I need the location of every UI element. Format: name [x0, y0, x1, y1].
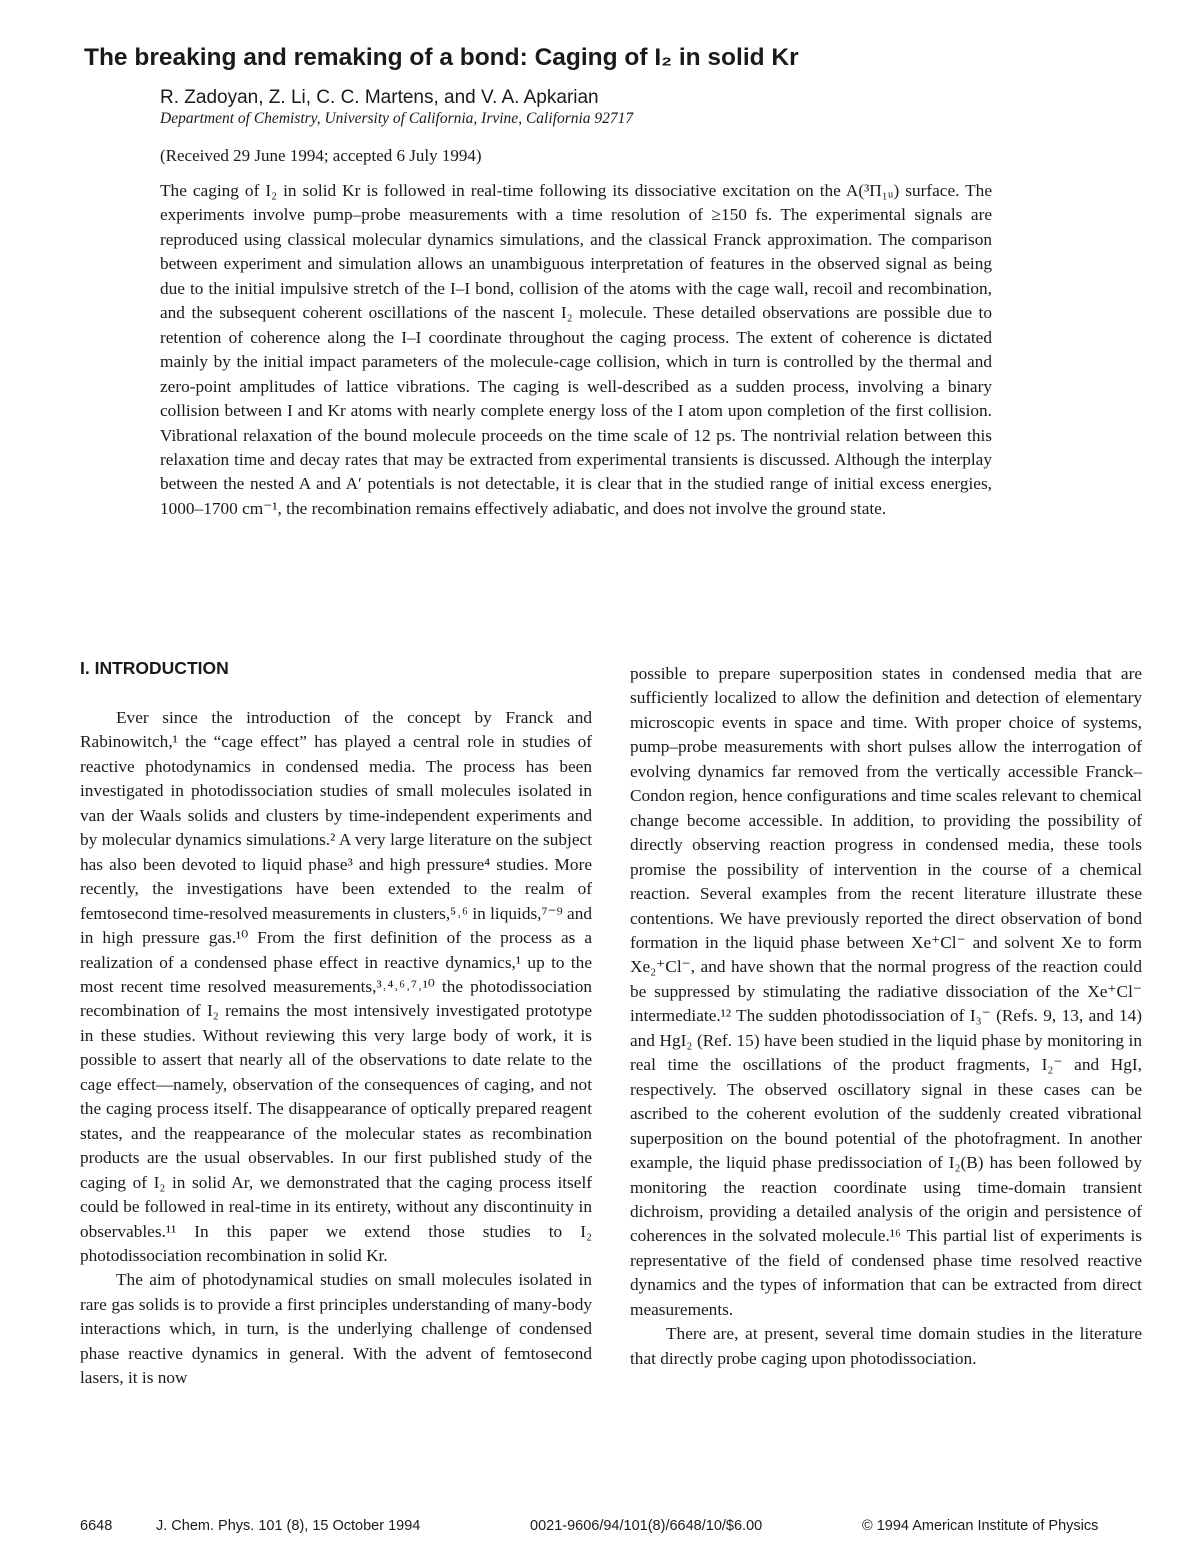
page-footer	[0, 1518, 1186, 1542]
section-heading: I. INTRODUCTION	[80, 658, 229, 678]
paper-title: The breaking and remaking of a bond: Caging of I₂ in solid Kr	[84, 44, 799, 71]
page-number: 6648	[80, 1518, 113, 1534]
affiliation: Department of Chemistry, University of California, Irvine, California 92717	[160, 110, 634, 127]
copyright: © 1994 American Institute of Physics	[862, 1518, 1099, 1534]
journal-citation: J. Chem. Phys. 101 (8), 15 October 1994	[156, 1518, 421, 1534]
author-list: R. Zadoyan, Z. Li, C. C. Martens, and V. A. Apkarian	[160, 87, 599, 108]
intro-paragraph-3: There are, at present, several time domain studies in the literature that directly probe caging upon photodissociation.	[630, 1324, 1142, 1368]
intro-paragraph-2: The aim of photodynamical studies on small molecules isolated in rare gas solids is to provide a first principles understanding of many-body interactions which, in turn, is the underlying challenge of condensed phase reactive dynamics in general. With the advent of femtosecond lasers, it is now	[80, 1270, 592, 1388]
received-dates: (Received 29 June 1994; accepted 6 July 1994)	[160, 146, 482, 165]
article-code: 0021-9606/94/101(8)/6648/10/$6.00	[530, 1518, 763, 1534]
left-column	[80, 656, 592, 1391]
intro-paragraph-1: Ever since the introduction of the concept by Franck and Rabinowitch,¹ the “cage effect” has played a central role in studies of reactive photodynamics in condensed media. The process has been investigated in photodissociation studies of small molecules isolated in van der Waals solids and clusters by time-independent experiments and by molecular dynamics simulations.² A very large literature on the subject has also been devoted to liquid phase³ and high pressure⁴ studies. More recently, the investigations have been extended to the realm of femtosecond time-resolved measurements in clusters,⁵˒⁶ in liquids,⁷⁻⁹ and in high pressure gas.¹⁰ From the first definition of the process as a realization of a condensed phase effect in reactive dynamics,¹ up to the most recent time resolved measurements,³˒⁴˒⁶˒⁷˒¹⁰ the photodissociation recombination of I₂ remains the most intensively investigated prototype in these studies. Without reviewing this very large body of work, it is possible to assert that nearly all of the observations to date relate to the cage effect—namely, observation of the consequences of caging, and not the caging process itself. The disappearance of optically prepared reagent states, and the reappearance of the molecular states as recombination products are the usual observables. In our first published study of the caging of I₂ in solid Ar, we demonstrated that the caging process itself could be followed in real-time in its entirety, without any discontinuity in observables.¹¹ In this paper we extend those studies to I₂ photodissociation recombination in solid Kr.	[80, 708, 592, 1265]
abstract: The caging of I₂ in solid Kr is followed in real-time following its dissociative excitation on the A(³Π₁ᵤ) surface. The experiments involve pump–probe measurements with a time resolution of ≥150 fs. The experimental signals are reproduced using classical molecular dynamics simulations, and the classical Franck approximation. The comparison between experiment and simulation allows an unambiguous interpretation of features in the observed signal as being due to the initial impulsive stretch of the I–I bond, collision of the atoms with the cage wall, recoil and recombination, and the subsequent coherent oscillations of the nascent I₂ molecule. These detailed observations are possible due to retention of coherence along the I–I coordinate throughout the caging process. The extent of coherence is dictated mainly by the initial impact parameters of the molecule-cage collision, which in turn is controlled by the thermal and zero-point amplitudes of lattice vibrations. The caging is well-described as a sudden process, involving a binary collision between I and Kr atoms with nearly complete energy loss of the I atom upon completion of the first collision. Vibrational relaxation of the bound molecule proceeds on the time scale of 12 ps. The nontrivial relation between this relaxation time and decay rates that may be extracted from experimental transients is discussed. Although the interplay between the nested A and A′ potentials is not detectable, it is clear that in the studied range of initial excess energies, 1000–1700 cm⁻¹, the recombination remains effectively adiabatic, and does not involve the ground state.	[160, 181, 992, 518]
intro-paragraph-2-continued: possible to prepare superposition states in condensed media that are sufficiently localized to allow the definition and detection of elementary microscopic events in space and time. With proper choice of systems, pump–probe measurements with short pulses allow the interrogation of evolving dynamics far removed from the vertically accessible Franck–Condon region, hence configurations and time scales relevant to chemical change become accessible. In addition, to providing the possibility of directly observing reaction progress in condensed media, these tools promise the possibility of intervention in the course of a chemical reaction. Several examples from the recent literature illustrate these contentions. We have previously reported the direct observation of bond formation in the liquid phase between Xe⁺Cl⁻ and solvent Xe to form Xe₂⁺Cl⁻, and have shown that the normal progress of the reaction could be suppressed by stimulating the radiative dissociation of the Xe⁺Cl⁻ intermediate.¹² The sudden photodissociation of I₃⁻ (Refs. 9, 13, and 14) and HgI₂ (Ref. 15) have been studied in the liquid phase by monitoring in real time the oscillations of the product fragments, I₂⁻ and HgI, respectively. The observed oscillatory signal in these cases can be ascribed to the coherent evolution of the suddenly created vibrational superposition on the bound potential of the photofragment. In another example, the liquid phase predissociation of I₂(B) has been followed by monitoring the reaction coordinate using time-domain transient dichroism, providing a detailed analysis of the origin and persistence of coherences in the solvated molecule.¹⁶ This partial list of experiments is representative of the field of condensed phase time resolved reactive dynamics and the types of information that can be extracted from direct measurements.	[630, 664, 1142, 1319]
right-column	[630, 662, 1142, 1371]
